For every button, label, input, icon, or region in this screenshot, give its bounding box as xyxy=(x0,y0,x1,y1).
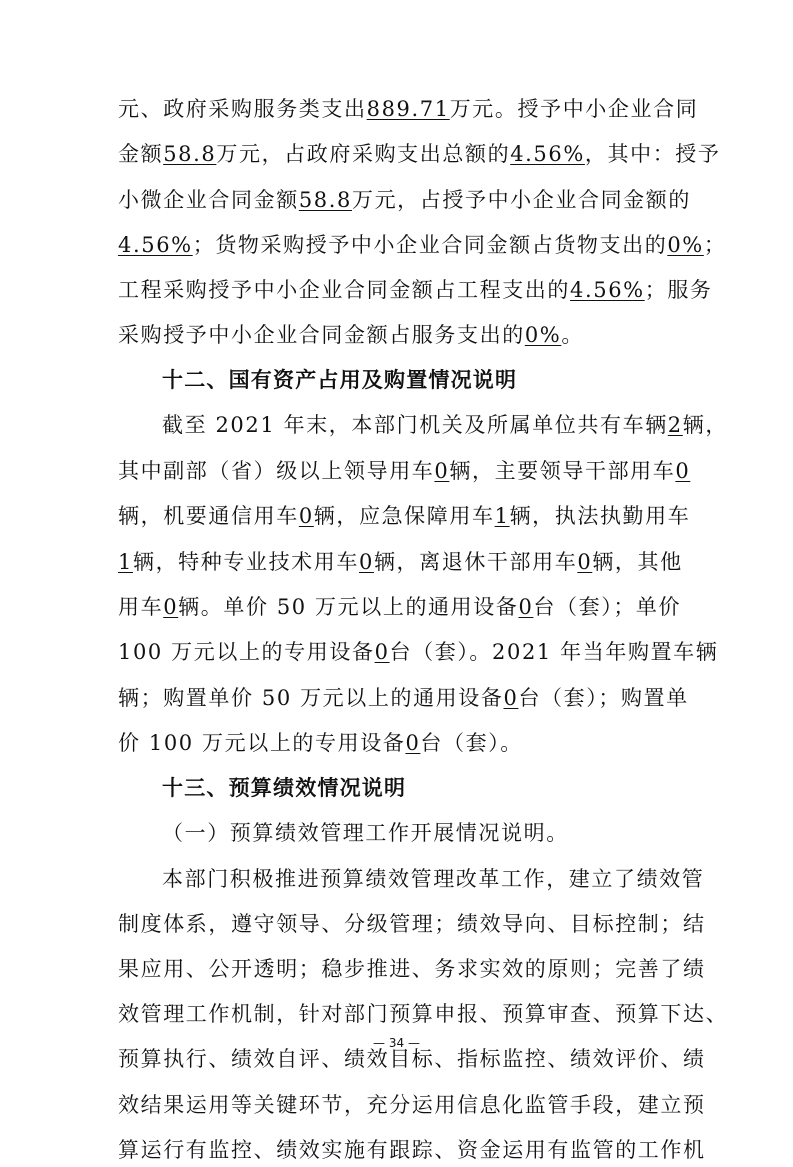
text-segment: ；货物采购授予中小企业合同金额占货物支出的 xyxy=(192,233,668,257)
text-segment: 金额 xyxy=(118,142,164,166)
text-line xyxy=(118,92,699,126)
text-line xyxy=(118,408,728,442)
text-segment: ；服务 xyxy=(644,278,713,302)
text-line xyxy=(118,1133,706,1167)
text-segment: 万元，占政府采购支出总额的 xyxy=(216,142,511,166)
text-line xyxy=(118,590,682,624)
text-line xyxy=(118,183,691,217)
text-line xyxy=(118,681,689,715)
text-line xyxy=(118,997,729,1031)
text-segment: 辆，特种专业技术用车 xyxy=(132,550,359,574)
underlined-value: 0 xyxy=(163,595,179,619)
underlined-value: 0% xyxy=(667,233,704,257)
text-segment: 台（套）。 xyxy=(420,731,523,755)
text-segment: 台（套）；购置单 xyxy=(518,686,689,710)
underlined-value: 0 xyxy=(405,731,421,755)
text-line xyxy=(118,228,727,262)
text-segment: 辆，执法执勤用车 xyxy=(509,504,691,528)
text-segment: 十二、国有资产占用及购置情况说明 xyxy=(162,368,518,392)
text-line xyxy=(118,499,691,533)
section-heading xyxy=(118,771,678,805)
text-segment: 100 万元以上的专用设备 xyxy=(118,640,375,664)
text-segment: 预算执行、绩效自评、绩效目标、指标监控、绩效评价、绩 xyxy=(118,1047,706,1071)
text-segment: 辆；购置单价 50 万元以上的通用设备 xyxy=(118,686,504,710)
text-line xyxy=(118,137,721,171)
text-segment: 效管理工作机制，针对部门预算申报、预算审查、预算下达、 xyxy=(118,1002,729,1026)
underlined-value: 4.56% xyxy=(570,278,645,302)
text-segment: 十三、预算绩效情况说明 xyxy=(162,776,407,800)
text-line xyxy=(118,862,705,896)
text-segment: 辆，其他 xyxy=(592,550,683,574)
underlined-value: 0 xyxy=(434,459,450,483)
text-segment: 截至 2021 年末，本部门机关及所属单位共有车辆 xyxy=(162,413,668,437)
text-segment: 用车 xyxy=(118,595,164,619)
text-line xyxy=(118,952,706,986)
text-segment: 效结果运用等关键环节，充分运用信息化监管手段，建立预 xyxy=(118,1093,706,1117)
text-segment: 辆， xyxy=(682,413,728,437)
text-segment: 辆，离退休干部用车 xyxy=(373,550,578,574)
underlined-value: 58.8 xyxy=(163,142,217,166)
text-segment: 辆，主要领导干部用车 xyxy=(449,459,676,483)
text-line xyxy=(118,545,683,579)
text-segment: 本部门积极推进预算绩效管理改革工作，建立了绩效管 xyxy=(162,867,705,891)
text-line xyxy=(118,454,691,488)
section-heading xyxy=(118,363,678,397)
page-number: — 34 — xyxy=(373,1036,420,1050)
underlined-value: 0 xyxy=(358,550,374,574)
underlined-value: 889.71 xyxy=(366,97,450,121)
text-segment: 万元。授予中小企业合同 xyxy=(449,97,699,121)
text-line xyxy=(118,635,719,669)
underlined-value: 0 xyxy=(503,686,519,710)
text-segment: 其中副部（省）级以上领导用车 xyxy=(118,459,435,483)
text-line xyxy=(118,273,713,307)
underlined-value: 0 xyxy=(577,550,593,574)
underlined-value: 0 xyxy=(374,640,390,664)
text-segment: （一）预算绩效管理工作开展情况说明。 xyxy=(162,821,569,845)
text-segment: 算运行有监控、绩效实施有跟踪、资金运用有监管的工作机 xyxy=(118,1138,706,1162)
text-segment: 元、政府采购服务类支出 xyxy=(118,97,367,121)
underlined-value: 0 xyxy=(675,459,691,483)
text-segment: 采购授予中小企业合同金额占服务支出的 xyxy=(118,323,525,347)
text-segment: ，其中：授予 xyxy=(584,142,721,166)
underlined-value: 0% xyxy=(524,323,562,347)
text-segment: 辆，机要通信用车 xyxy=(118,504,299,528)
text-line xyxy=(118,318,678,352)
text-segment: 制度体系，遵守领导、分级管理；绩效导向、目标控制；结 xyxy=(118,912,706,936)
text-line xyxy=(118,1088,706,1122)
text-segment: 辆。单价 50 万元以上的通用设备 xyxy=(178,595,519,619)
text-segment: 台（套）；单价 xyxy=(533,595,682,619)
text-segment: 果应用、公开透明；稳步推进、务求实效的原则；完善了绩 xyxy=(118,957,706,981)
underlined-value: 2 xyxy=(667,413,683,437)
underlined-value: 0 xyxy=(298,504,314,528)
text-segment: 。 xyxy=(561,323,584,347)
text-segment: 小微企业合同金额 xyxy=(118,188,299,212)
underlined-value: 1 xyxy=(118,550,133,574)
text-line xyxy=(118,816,678,850)
underlined-value: 0 xyxy=(518,595,534,619)
text-line xyxy=(118,907,706,941)
underlined-value: 4.56% xyxy=(118,233,193,257)
text-segment: 台（套）。2021 年当年购置车辆 xyxy=(389,640,719,664)
text-segment: 工程采购授予中小企业合同金额占工程支出的 xyxy=(118,278,570,302)
text-line xyxy=(118,726,678,760)
text-segment: ； xyxy=(703,233,727,257)
underlined-value: 58.8 xyxy=(298,188,352,212)
underlined-value: 1 xyxy=(494,504,510,528)
underlined-value: 4.56% xyxy=(510,142,585,166)
text-segment: 价 100 万元以上的专用设备 xyxy=(118,731,406,755)
text-segment: 辆，应急保障用车 xyxy=(313,504,495,528)
text-segment: 万元，占授予中小企业合同金额的 xyxy=(351,188,691,212)
